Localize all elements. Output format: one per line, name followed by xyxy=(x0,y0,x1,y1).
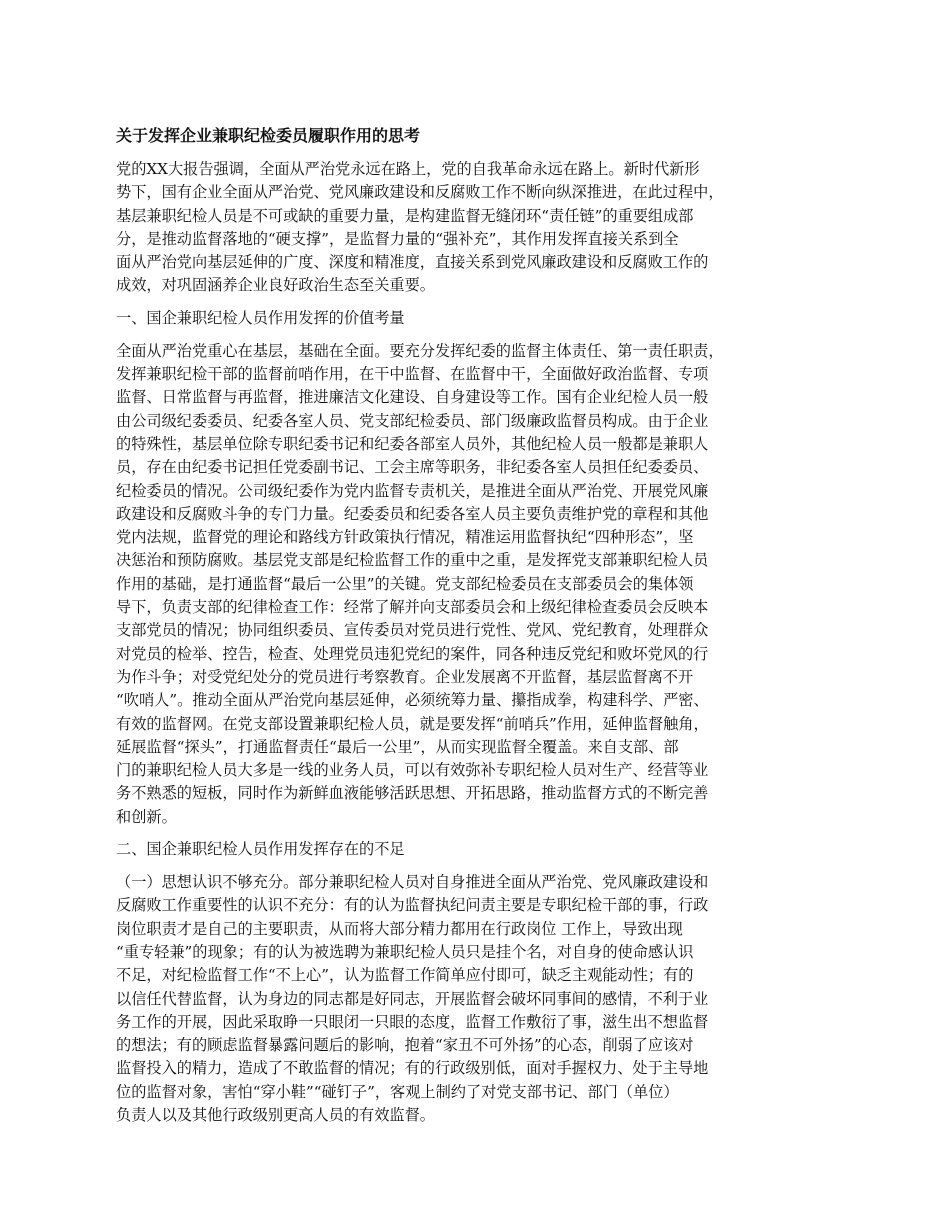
text-line: 政建设和反腐败斗争的专门力量。纪委委员和纪委各室人员主要负责维护党的章程和其他 xyxy=(116,504,709,523)
text-line: 导下，负责支部的纪律检查工作：经常了解并向支部委员会和上级纪律检查委员会反映本 xyxy=(116,598,709,617)
text-line: 岗位职责才是自己的主要职责，从而将大部分精力都用在行政岗位 工作上，导致出现 xyxy=(116,919,683,938)
text-line: 党内法规，监督党的理论和路线方针政策执行情况，精准运用监督执纪“四种形态”，坚 xyxy=(116,528,694,547)
text-line: 为作斗争；对受党纪处分的党员进行考察教育。企业发展离不开监督，基层监督离不开 xyxy=(116,667,694,686)
text-line: “吹哨人”。推动全面从严治党向基层延伸，必须统筹力量、攥指成拳，构建科学、严密、 xyxy=(116,691,709,710)
text-line: 以信任代替监督，认为身边的同志都是好同志，开展监督会破坏同事间的感情，不利于业 xyxy=(116,989,709,1008)
intro-paragraph xyxy=(116,158,846,298)
text-line: 纪检委员的情况。公司级纪委作为党内监督专责机关，是推进全面从严治党、开展党风廉 xyxy=(116,481,709,500)
text-line: 务工作的开展，因此采取睁一只眼闭一只眼的态度，监督工作敷衍了事，滋生出不想监督 xyxy=(116,1012,709,1031)
text-line: 支部党员的情况；协同组织委员、宣传委员对党员进行党性、党风、党纪教育，处理群众 xyxy=(116,621,709,640)
text-line: 门的兼职纪检人员大多是一线的业务人员，可以有效弥补专职纪检人员对生产、经营等业 xyxy=(116,761,709,780)
section2-heading: 二、国企兼职纪检人员作用发挥存在的不足 xyxy=(116,840,405,859)
text-line: 位的监督对象，害怕“穿小鞋”“碰钉子”，客观上制约了对党支部书记、部门（单位） xyxy=(116,1082,679,1101)
text-line: 分，是推动监督落地的“硬支撑”，是监督力量的“强补充”，其作用发挥直接关系到全 xyxy=(116,229,679,248)
section1-paragraph xyxy=(116,340,846,829)
text-line: “重专轻兼”的现象；有的认为被选聘为兼职纪检人员只是挂个名，对自身的使命感认识 xyxy=(116,942,694,961)
text-line: 党的XX大报告强调，全面从严治党永远在路上，党的自我革命永远在路上。新时代新形 xyxy=(116,160,700,178)
text-line: 的想法；有的顾虑监督暴露问题后的影响，抱着“家丑不可外扬”的心态，削弱了应该对 xyxy=(116,1036,694,1055)
document-body xyxy=(116,124,846,1135)
text-line: 发挥兼职纪检干部的监督前哨作用，在干中监督、在监督中干，全面做好政治监督、专项 xyxy=(116,365,709,384)
section2-paragraph xyxy=(116,871,846,1127)
text-line: 对党员的检举、控告，检查、处理党员违犯党纪的案件，同各种违反党纪和败坏党风的行 xyxy=(116,644,709,663)
text-line: 监督、日常监督与再监督，推进廉洁文化建设、自身建设等工作。国有企业纪检人员一般 xyxy=(116,388,709,407)
text-line: 决惩治和预防腐败。基层党支部是纪检监督工作的重中之重，是发挥党支部兼职纪检人员 xyxy=(116,551,709,570)
text-line: 有效的监督网。在党支部设置兼职纪检人员，就是要发挥“前哨兵”作用，延伸监督触角， xyxy=(116,714,709,733)
text-line: 不足，对纪检监督工作“不上心”，认为监督工作简单应付即可，缺乏主观能动性；有的 xyxy=(116,966,694,985)
text-line: 基层兼职纪检人员是不可或缺的重要力量，是构建监督无缝闭环“责任链”的重要组成部 xyxy=(116,206,694,225)
text-line: 和创新。 xyxy=(116,807,177,826)
text-line: 反腐败工作重要性的认识不充分：有的认为监督执纪问责主要是专职纪检干部的事，行政 xyxy=(116,896,709,915)
text-line: 务不熟悉的短板，同时作为新鲜血液能够活跃思想、开拓思路，推动监督方式的不断完善 xyxy=(116,784,709,803)
text-line: 由公司级纪委委员、纪委各室人员、党支部纪检委员、部门级廉政监督员构成。由于企业 xyxy=(116,411,709,430)
text-line: 延展监督“探头”，打通监督责任“最后一公里”，从而实现监督全覆盖。来自支部、部 xyxy=(116,737,679,756)
text-line: 员，存在由纪委书记担任党委副书记、工会主席等职务，非纪委各室人员担任纪委委员、 xyxy=(116,458,709,477)
text-line: 全面从严治党重心在基层，基础在全面。要充分发挥纪委的监督主体责任、第一责任职责， xyxy=(116,341,724,360)
text-line: （一）思想认识不够充分。部分兼职纪检人员对自身推进全面从严治党、党风廉政建设和 xyxy=(116,873,709,892)
text-line: 作用的基础，是打通监督“最后一公里”的关键。党支部纪检委员在支部委员会的集体领 xyxy=(116,574,694,593)
text-line: 监督投入的精力，造成了不敢监督的情况；有的行政级别低，面对手握权力、处于主导地 xyxy=(116,1059,709,1078)
text-line: 面从严治党向基层延伸的广度、深度和精准度，直接关系到党风廉政建设和反腐败工作的 xyxy=(116,253,709,272)
text-line: 成效，对巩固涵养企业良好政治生态至关重要。 xyxy=(116,276,435,295)
text-line: 的特殊性，基层单位除专职纪委书记和纪委各部室人员外，其他纪检人员一般都是兼职人 xyxy=(116,434,709,453)
text-line: 势下，国有企业全面从严治党、党风廉政建设和反腐败工作不断向纵深推进，在此过程中， xyxy=(116,183,724,202)
document-title: 关于发挥企业兼职纪检委员履职作用的思考 xyxy=(116,126,421,145)
section1-heading: 一、国企兼职纪检人员作用发挥的价值考量 xyxy=(116,308,405,327)
text-line: 负责人以及其他行政级别更高人员的有效监督。 xyxy=(116,1105,435,1124)
